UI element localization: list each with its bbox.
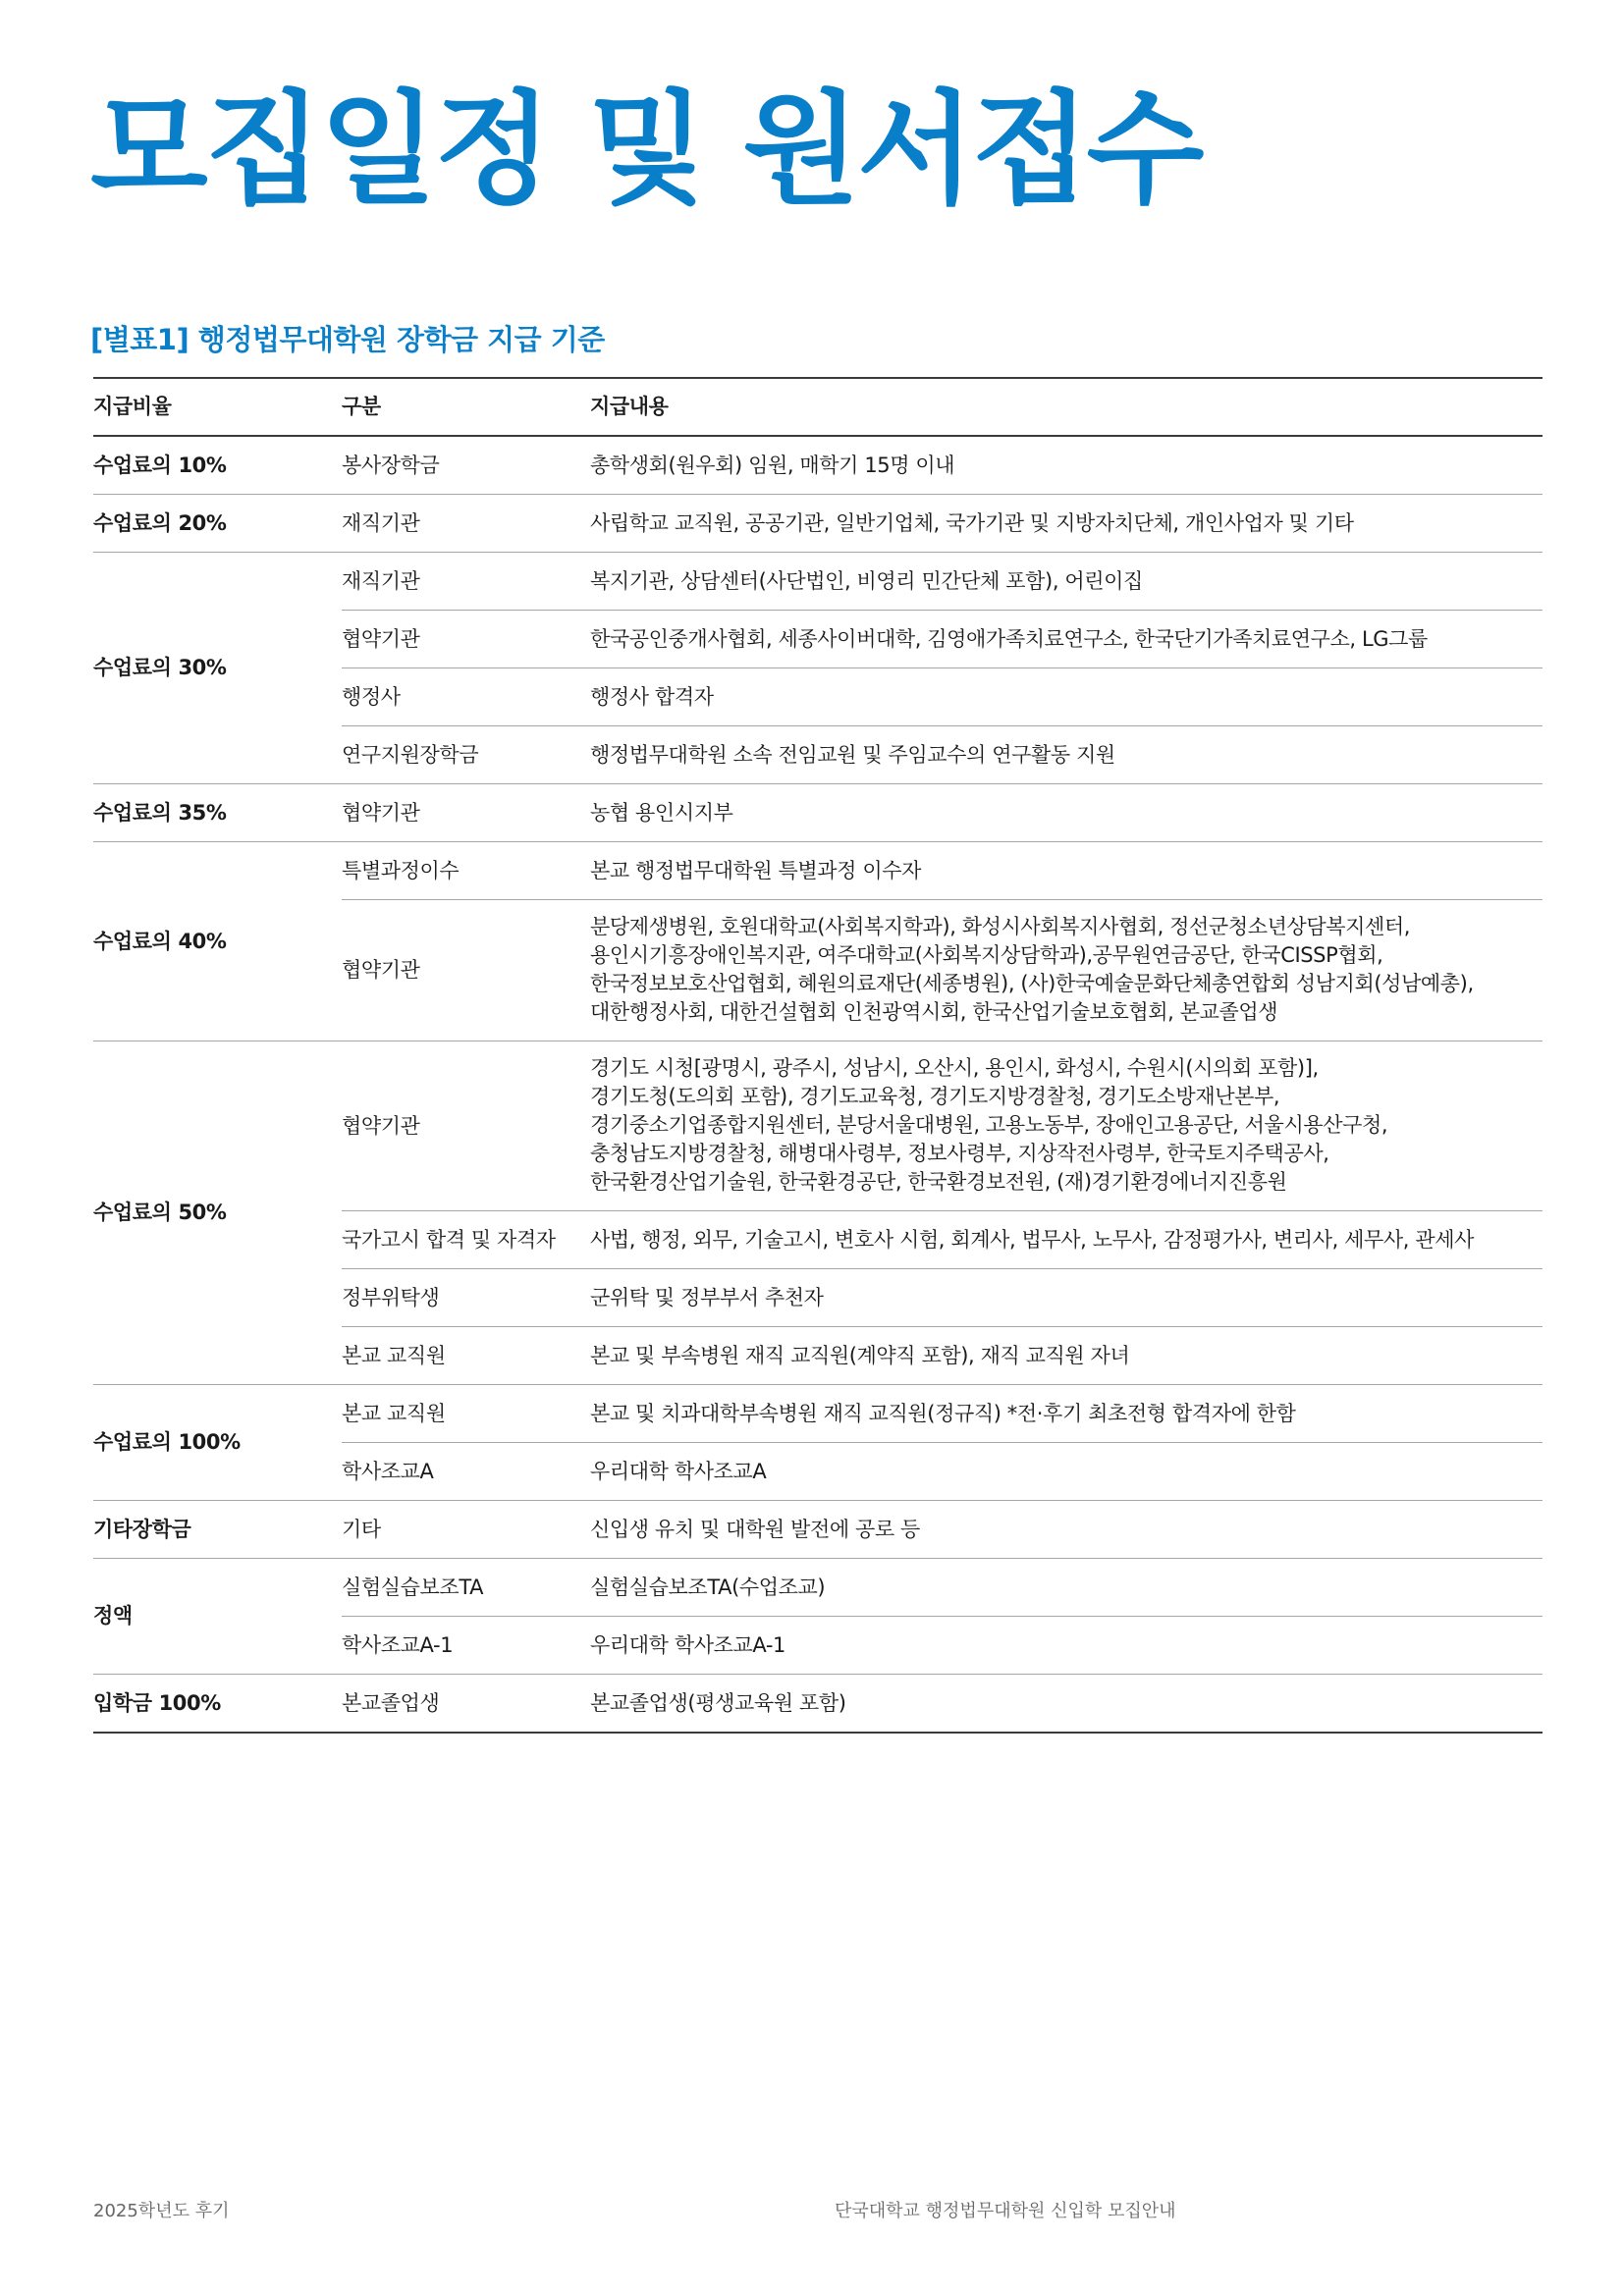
category-cell: 행정사 <box>342 668 590 726</box>
content-cell <box>590 726 1543 784</box>
scholarship-table <box>93 377 1543 1734</box>
rate-cell: 수업료의 35% <box>93 784 342 842</box>
table-row <box>93 1385 1543 1443</box>
content-line: 본교 및 부속병원 재직 교직원(계약직 포함), 재직 교직원 자녀 <box>590 1343 1130 1367</box>
footer-year: 2025학년도 후기 <box>93 2201 230 2221</box>
content-line: 경기도청(도의회 포함), 경기도교육청, 경기도지방경찰청, 경기도소방재난본부, <box>590 1085 1280 1108</box>
content-cell <box>590 1041 1543 1211</box>
content-cell <box>590 668 1543 726</box>
content-cell <box>590 842 1543 900</box>
content-line: 대한행정사회, 대한건설협회 인천광역시회, 한국산업기술보호협회, 본교졸업생 <box>590 1000 1278 1024</box>
table-row <box>93 1675 1543 1734</box>
category-cell: 본교 교직원 <box>342 1385 590 1443</box>
header-content: 지급내용 <box>590 378 1543 436</box>
content-cell <box>590 1617 1543 1675</box>
category-cell: 연구지원장학금 <box>342 726 590 784</box>
rate-cell: 수업료의 40% <box>93 842 342 1041</box>
category-cell: 협약기관 <box>342 784 590 842</box>
content-cell <box>590 1269 1543 1327</box>
content-line: 군위탁 및 정부부서 추천자 <box>590 1285 824 1309</box>
category-cell: 봉사장학금 <box>342 436 590 495</box>
category-cell: 협약기관 <box>342 611 590 668</box>
content-cell <box>590 553 1543 611</box>
category-cell: 협약기관 <box>342 900 590 1041</box>
rate-cell: 수업료의 50% <box>93 1041 342 1385</box>
category-cell: 정부위탁생 <box>342 1269 590 1327</box>
content-line: 용인시기흥장애인복지관, 여주대학교(사회복지상담학과),공무원연금공단, 한국CISSP협회, <box>590 943 1383 967</box>
category-cell: 특별과정이수 <box>342 842 590 900</box>
content-line: 농협 용인시지부 <box>590 800 733 825</box>
content-cell <box>590 1501 1543 1559</box>
rate-cell: 수업료의 100% <box>93 1385 342 1501</box>
content-line: 우리대학 학사조교A-1 <box>590 1632 786 1657</box>
table-caption: [별표1] 행정법무대학원 장학금 지급 기준 <box>90 323 605 356</box>
table-row <box>93 553 1543 611</box>
content-line: 사립학교 교직원, 공공기관, 일반기업체, 국가기관 및 지방자치단체, 개인사업자 및 기타 <box>590 510 1354 535</box>
table-header-row <box>93 378 1543 436</box>
table-row <box>93 842 1543 900</box>
content-line: 한국정보보호산업협회, 혜원의료재단(세종병원), (사)한국예술문화단체총연합회 성남지회(성남예총), <box>590 972 1474 995</box>
content-line: 경기중소기업종합지원센터, 분당서울대병원, 고용노동부, 장애인고용공단, 서울시용산구청, <box>590 1113 1388 1137</box>
rate-cell: 수업료의 20% <box>93 495 342 553</box>
rate-cell: 입학금 100% <box>93 1675 342 1734</box>
category-cell: 본교 교직원 <box>342 1327 590 1385</box>
content-line: 우리대학 학사조교A <box>590 1459 767 1483</box>
rate-cell: 수업료의 10% <box>93 436 342 495</box>
content-cell <box>590 1443 1543 1501</box>
content-line: 복지기관, 상담센터(사단법인, 비영리 민간단체 포함), 어린이집 <box>590 568 1143 593</box>
content-line: 본교 및 치과대학부속병원 재직 교직원(정규직) *전·후기 최초전형 합격자에 한함 <box>590 1401 1296 1425</box>
table-row <box>93 436 1543 495</box>
category-cell: 실험실습보조TA <box>342 1559 590 1617</box>
table-row <box>93 784 1543 842</box>
content-line: 한국공인중개사협회, 세종사이버대학, 김영애가족치료연구소, 한국단기가족치료연구소, LG그룹 <box>590 626 1428 651</box>
content-line: 신입생 유치 및 대학원 발전에 공로 등 <box>590 1517 920 1541</box>
content-line: 경기도 시청[광명시, 광주시, 성남시, 오산시, 용인시, 화성시, 수원시(시의회 포함)], <box>590 1056 1319 1080</box>
content-cell <box>590 1559 1543 1617</box>
content-cell <box>590 1211 1543 1269</box>
table-row <box>93 495 1543 553</box>
content-line: 총학생회(원우회) 임원, 매학기 15명 이내 <box>590 453 955 477</box>
category-cell: 학사조교A-1 <box>342 1617 590 1675</box>
content-cell <box>590 436 1543 495</box>
footer-title: 단국대학교 행정법무대학원 신입학 모집안내 <box>835 2201 1176 2221</box>
content-line: 행정사 합격자 <box>590 684 714 709</box>
page-title: 모집일정 및 원서접수 <box>90 80 1202 221</box>
content-cell <box>590 1675 1543 1734</box>
content-line: 충청남도지방경찰청, 해병대사령부, 정보사령부, 지상작전사령부, 한국토지주택공사, <box>590 1142 1329 1165</box>
header-category: 구분 <box>342 378 590 436</box>
content-line: 한국환경산업기술원, 한국환경공단, 한국환경보전원, (재)경기환경에너지진흥원 <box>590 1170 1287 1194</box>
table-row <box>93 1501 1543 1559</box>
table-row <box>93 1041 1543 1211</box>
content-line: 분당제생병원, 호원대학교(사회복지학과), 화성시사회복지사협회, 정선군청소년상담복지센터, <box>590 915 1411 938</box>
content-cell <box>590 495 1543 553</box>
table-body <box>93 436 1543 1733</box>
category-cell: 학사조교A <box>342 1443 590 1501</box>
content-cell <box>590 611 1543 668</box>
content-cell <box>590 1385 1543 1443</box>
category-cell: 재직기관 <box>342 553 590 611</box>
content-line: 본교 행정법무대학원 특별과정 이수자 <box>590 858 922 882</box>
content-line: 실험실습보조TA(수업조교) <box>590 1575 826 1599</box>
content-cell <box>590 1327 1543 1385</box>
category-cell: 본교졸업생 <box>342 1675 590 1734</box>
header-rate: 지급비율 <box>93 378 342 436</box>
content-line: 사법, 행정, 외무, 기술고시, 변호사 시험, 회계사, 법무사, 노무사, 감정평가사, 변리사, 세무사, 관세사 <box>590 1227 1474 1252</box>
content-line: 본교졸업생(평생교육원 포함) <box>590 1690 846 1715</box>
content-line: 행정법무대학원 소속 전임교원 및 주임교수의 연구활동 지원 <box>590 742 1115 767</box>
category-cell: 협약기관 <box>342 1041 590 1211</box>
content-cell <box>590 784 1543 842</box>
category-cell: 재직기관 <box>342 495 590 553</box>
rate-cell: 수업료의 30% <box>93 553 342 784</box>
rate-cell: 정액 <box>93 1559 342 1675</box>
rate-cell: 기타장학금 <box>93 1501 342 1559</box>
table-row <box>93 1559 1543 1617</box>
category-cell: 기타 <box>342 1501 590 1559</box>
content-cell <box>590 900 1543 1041</box>
category-cell: 국가고시 합격 및 자격자 <box>342 1211 590 1269</box>
